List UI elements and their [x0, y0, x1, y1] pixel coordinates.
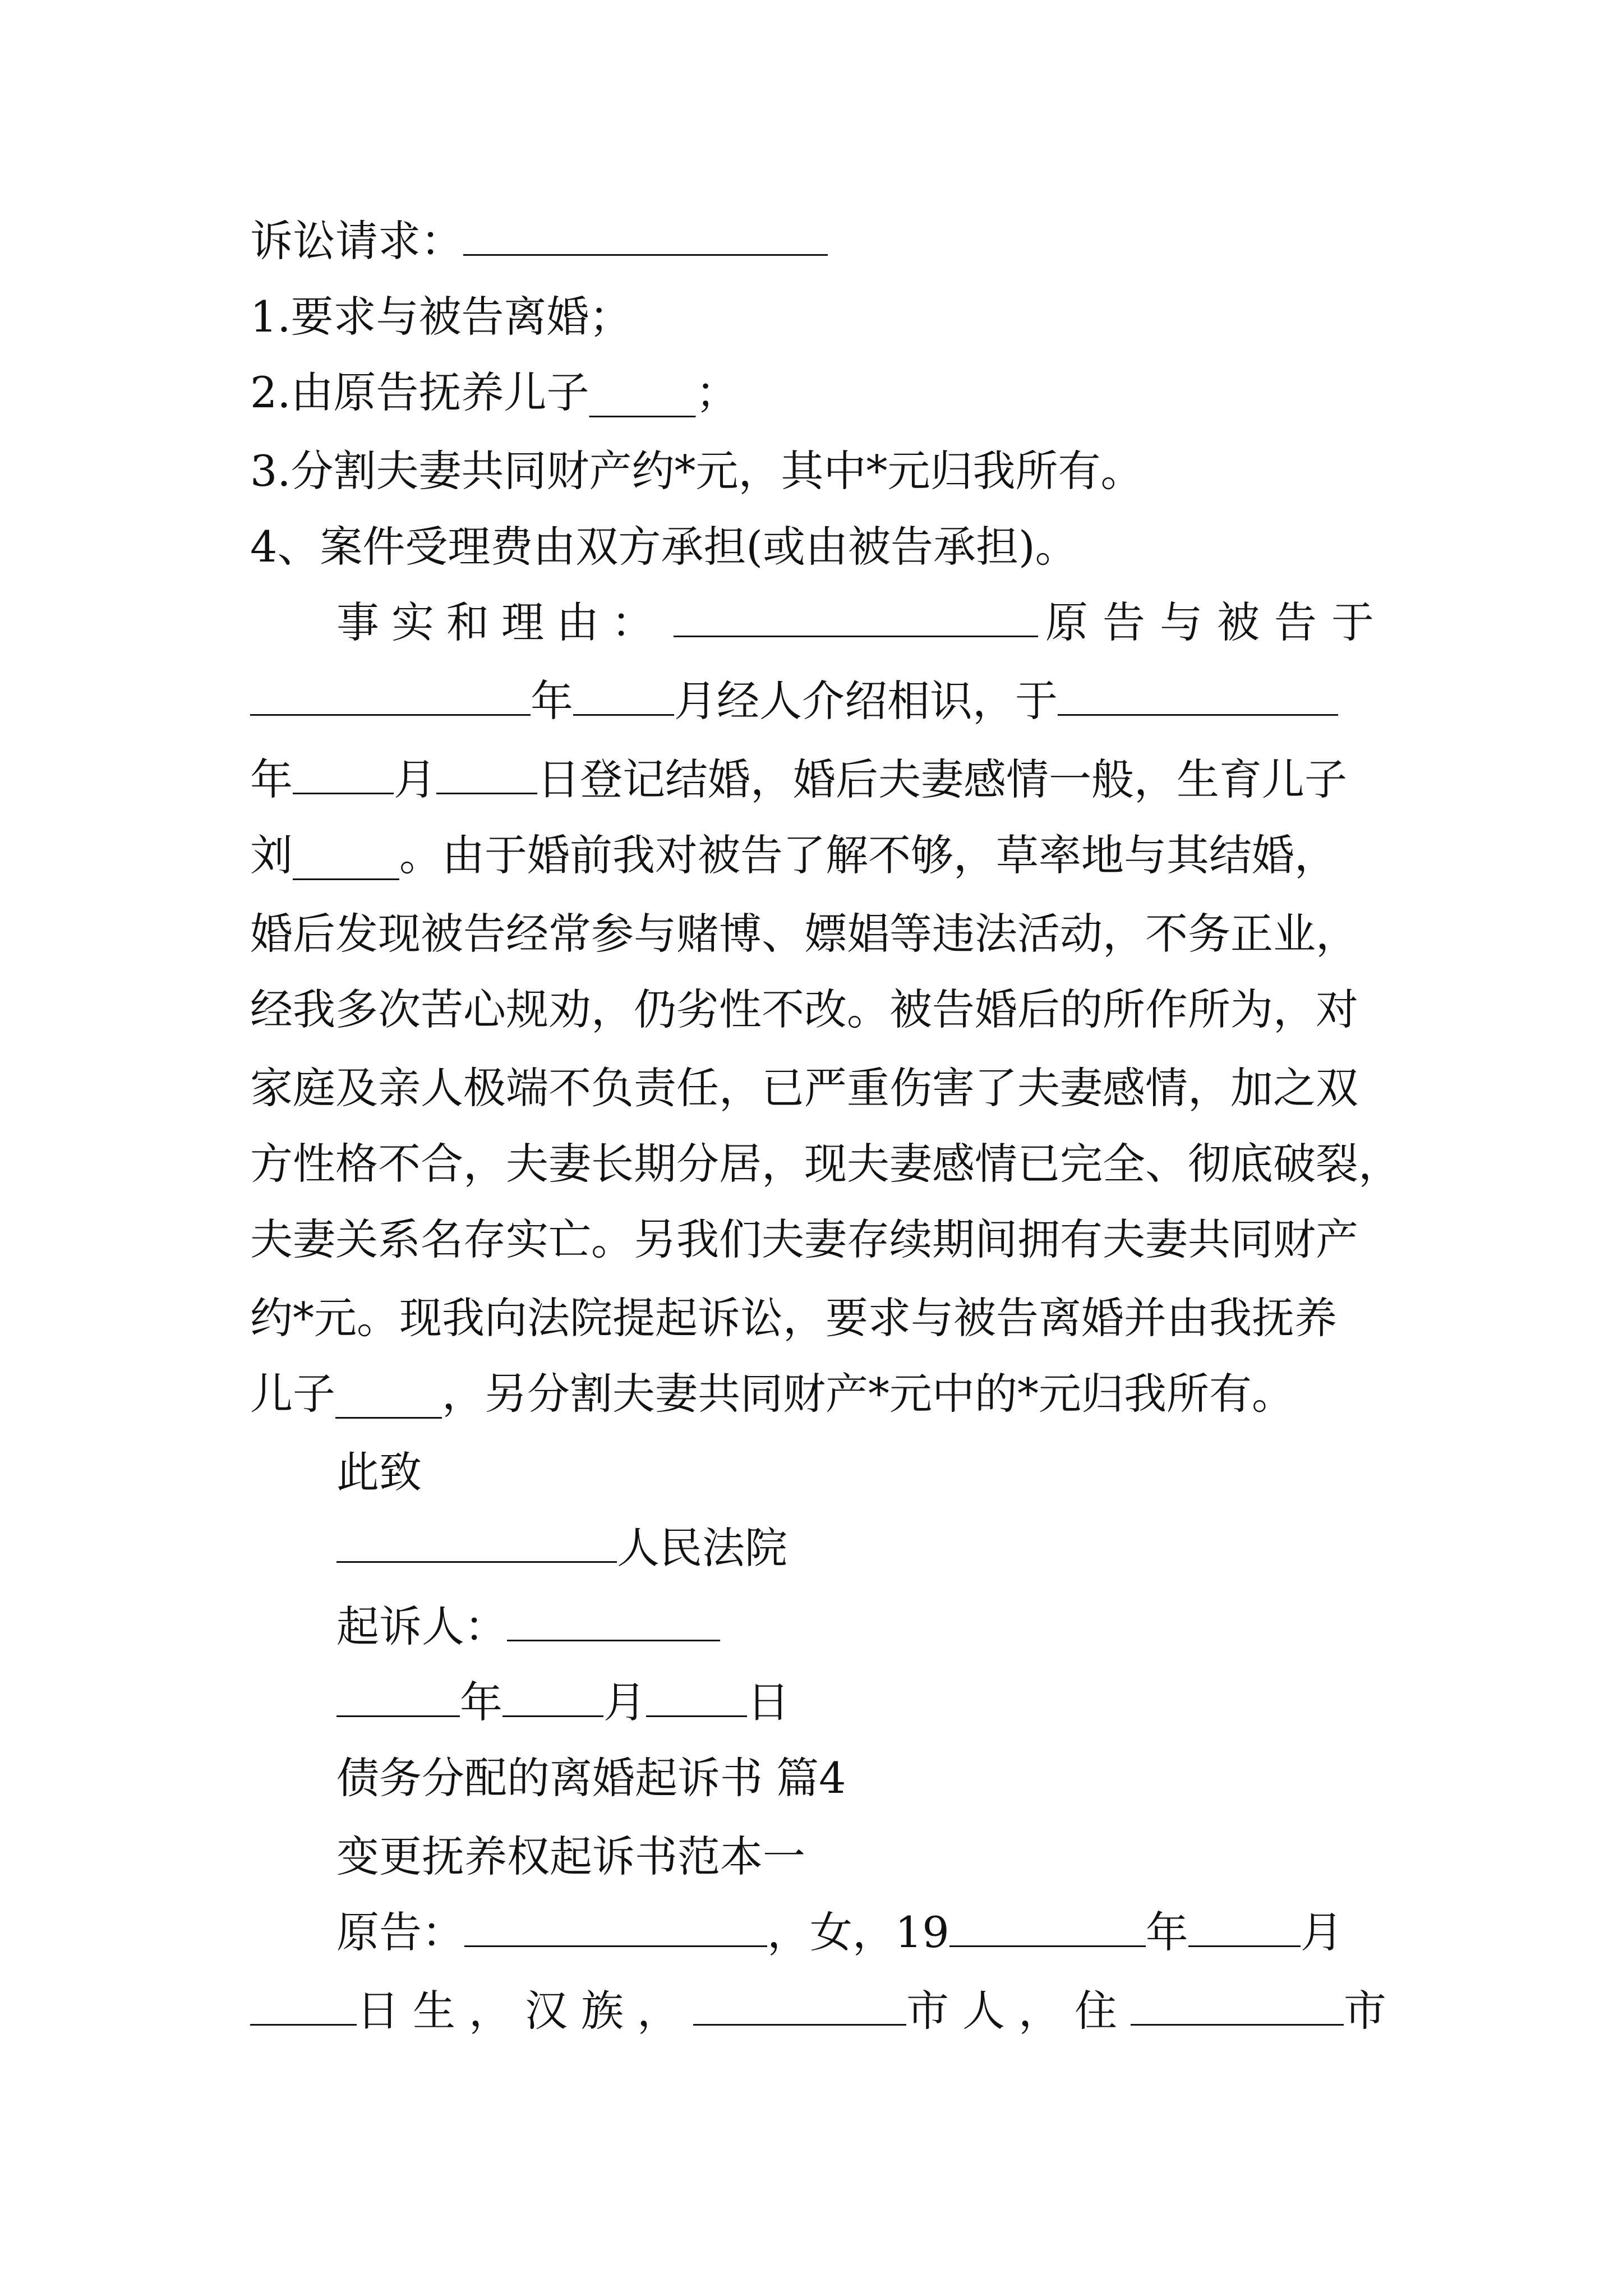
- blank-field: [250, 675, 531, 716]
- claim-2: 2.由原告抚养儿子_____；: [250, 367, 739, 417]
- plaintiff-line-1: 原告： ，女，19 年 月: [336, 1907, 1343, 1957]
- salutation: 此致: [336, 1447, 422, 1497]
- facts-line-4: 刘_____。由于婚前我对被告了解不够，草率地与其结婚，: [250, 830, 1337, 880]
- template-title: 变更抚养权起诉书范本一: [336, 1832, 805, 1881]
- facts-line-10: 约*元。现我向法院提起诉讼，要求与被告离婚并由我抚养: [250, 1293, 1337, 1343]
- facts-line-8: 方性格不合，夫妻长期分居，现夫妻感情已完全、彻底破裂，: [250, 1139, 1401, 1189]
- blank-field: [1188, 1906, 1301, 1947]
- blank-field: [502, 1676, 603, 1717]
- claim-1: 1.要求与被告离婚；: [250, 292, 632, 342]
- blank-field: [1058, 675, 1338, 716]
- facts-line-2: 年 月经人介绍相识，于: [250, 673, 1338, 729]
- blank-field: [646, 1676, 747, 1717]
- blank-field: [573, 675, 674, 716]
- blank-field: [250, 1985, 357, 2026]
- blank-field: [949, 1906, 1146, 1947]
- blank-field: [293, 753, 394, 794]
- facts-line-9: 夫妻关系名存实亡。另我们夫妻存续期间拥有夫妻共同财产: [250, 1214, 1358, 1264]
- blank-field: [693, 1985, 906, 2026]
- blank-field: [507, 1600, 720, 1641]
- blank-field: [464, 1906, 767, 1947]
- blank-field: [436, 753, 537, 794]
- blank-field: [1131, 1985, 1344, 2026]
- blank-field: [336, 1522, 617, 1563]
- facts-line-5: 婚后发现被告经常参与赌博、嫖娼等违法活动，不务正业，: [250, 909, 1358, 959]
- plaintiff-signature-line: 起诉人：: [336, 1599, 720, 1655]
- plaintiff-line-2: 日生，汉族， 市人，住 市: [250, 1983, 1386, 2039]
- blank-field: [463, 215, 828, 256]
- facts-heading: 事实和理由： 原告与被告于: [336, 597, 1389, 647]
- claims-heading: 诉讼请求：: [250, 213, 828, 269]
- court-line: 人民法院: [336, 1520, 787, 1576]
- blank-field: [336, 1676, 460, 1717]
- section-title: 债务分配的离婚起诉书 篇4: [336, 1753, 846, 1803]
- claim-3: 3.分割夫妻共同财产约*元，其中*元归我所有。: [250, 446, 1144, 496]
- facts-line-6: 经我多次苦心规劝，仍劣性不改。被告婚后的所作所为，对: [250, 984, 1358, 1034]
- facts-line-11: 儿子_____，另分割夫妻共同财产*元中的*元归我所有。: [250, 1369, 1294, 1419]
- facts-line-7: 家庭及亲人极端不负责任，已严重伤害了夫妻感情，加之双: [250, 1063, 1358, 1113]
- blank-field: [674, 596, 1038, 637]
- claim-4: 4、案件受理费由双方承担(或由被告承担)。: [250, 522, 1078, 572]
- facts-line-3: 年 月 日登记结婚，婚后夫妻感情一般，生育儿子: [250, 754, 1347, 804]
- date-line: 年 月 日: [336, 1674, 790, 1731]
